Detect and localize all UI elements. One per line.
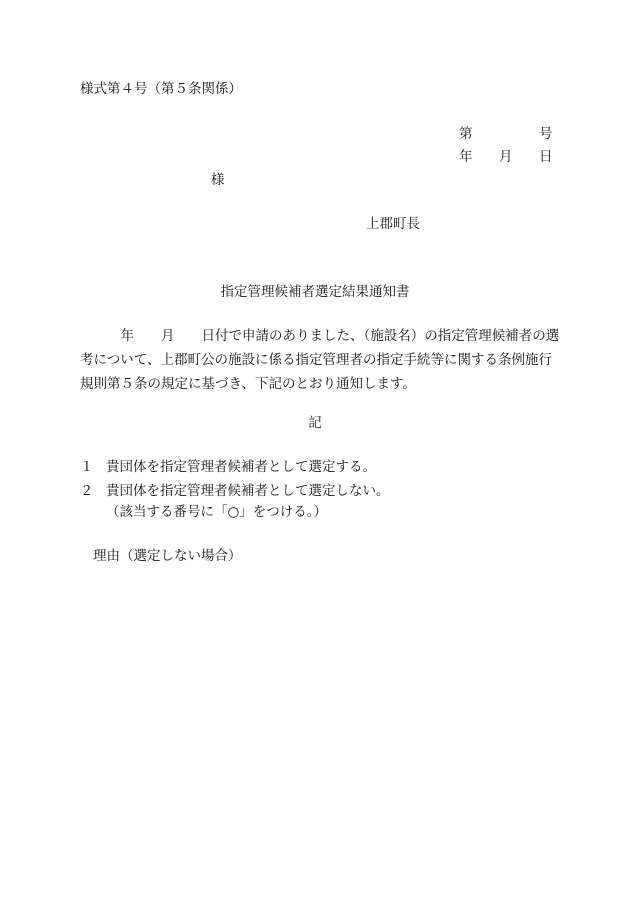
body-line: 年 月 日付で申請のありました、（施設名）の指定管理候補者の選	[80, 328, 560, 344]
document-date	[459, 149, 553, 165]
body-line: 考について、上郡町公の施設に係る指定管理者の指定手続等に関する条例施行	[80, 352, 552, 368]
document-number	[459, 126, 553, 142]
option-text: 貴団体を指定管理者候補者として選定する。	[106, 459, 376, 475]
option-item	[80, 459, 376, 475]
body-paragraph	[80, 324, 560, 396]
form-label: 様式第４号（第５条関係）	[80, 81, 242, 97]
ki-heading: 記	[308, 415, 322, 431]
option-text: 貴団体を指定管理者候補者として選定しない。	[106, 483, 390, 499]
option-item	[80, 483, 390, 499]
sender: 上郡町長	[366, 216, 420, 232]
date-year: 年	[459, 149, 473, 165]
addressee: 様	[211, 172, 225, 188]
reason-label: 理由（選定しない場合）	[93, 548, 242, 564]
document-number-suffix: 号	[539, 126, 553, 142]
document-number-prefix: 第	[459, 126, 473, 142]
body-line: 規則第５条の規定に基づき、下記のとおり通知します。	[80, 376, 416, 392]
document-title: 指定管理候補者選定結果通知書	[220, 284, 410, 300]
date-day: 日	[539, 149, 553, 165]
option-number: １	[80, 459, 94, 475]
option-note: （該当する番号に「○」をつける。）	[106, 504, 328, 520]
option-number: ２	[80, 483, 94, 499]
date-month: 月	[499, 149, 513, 165]
